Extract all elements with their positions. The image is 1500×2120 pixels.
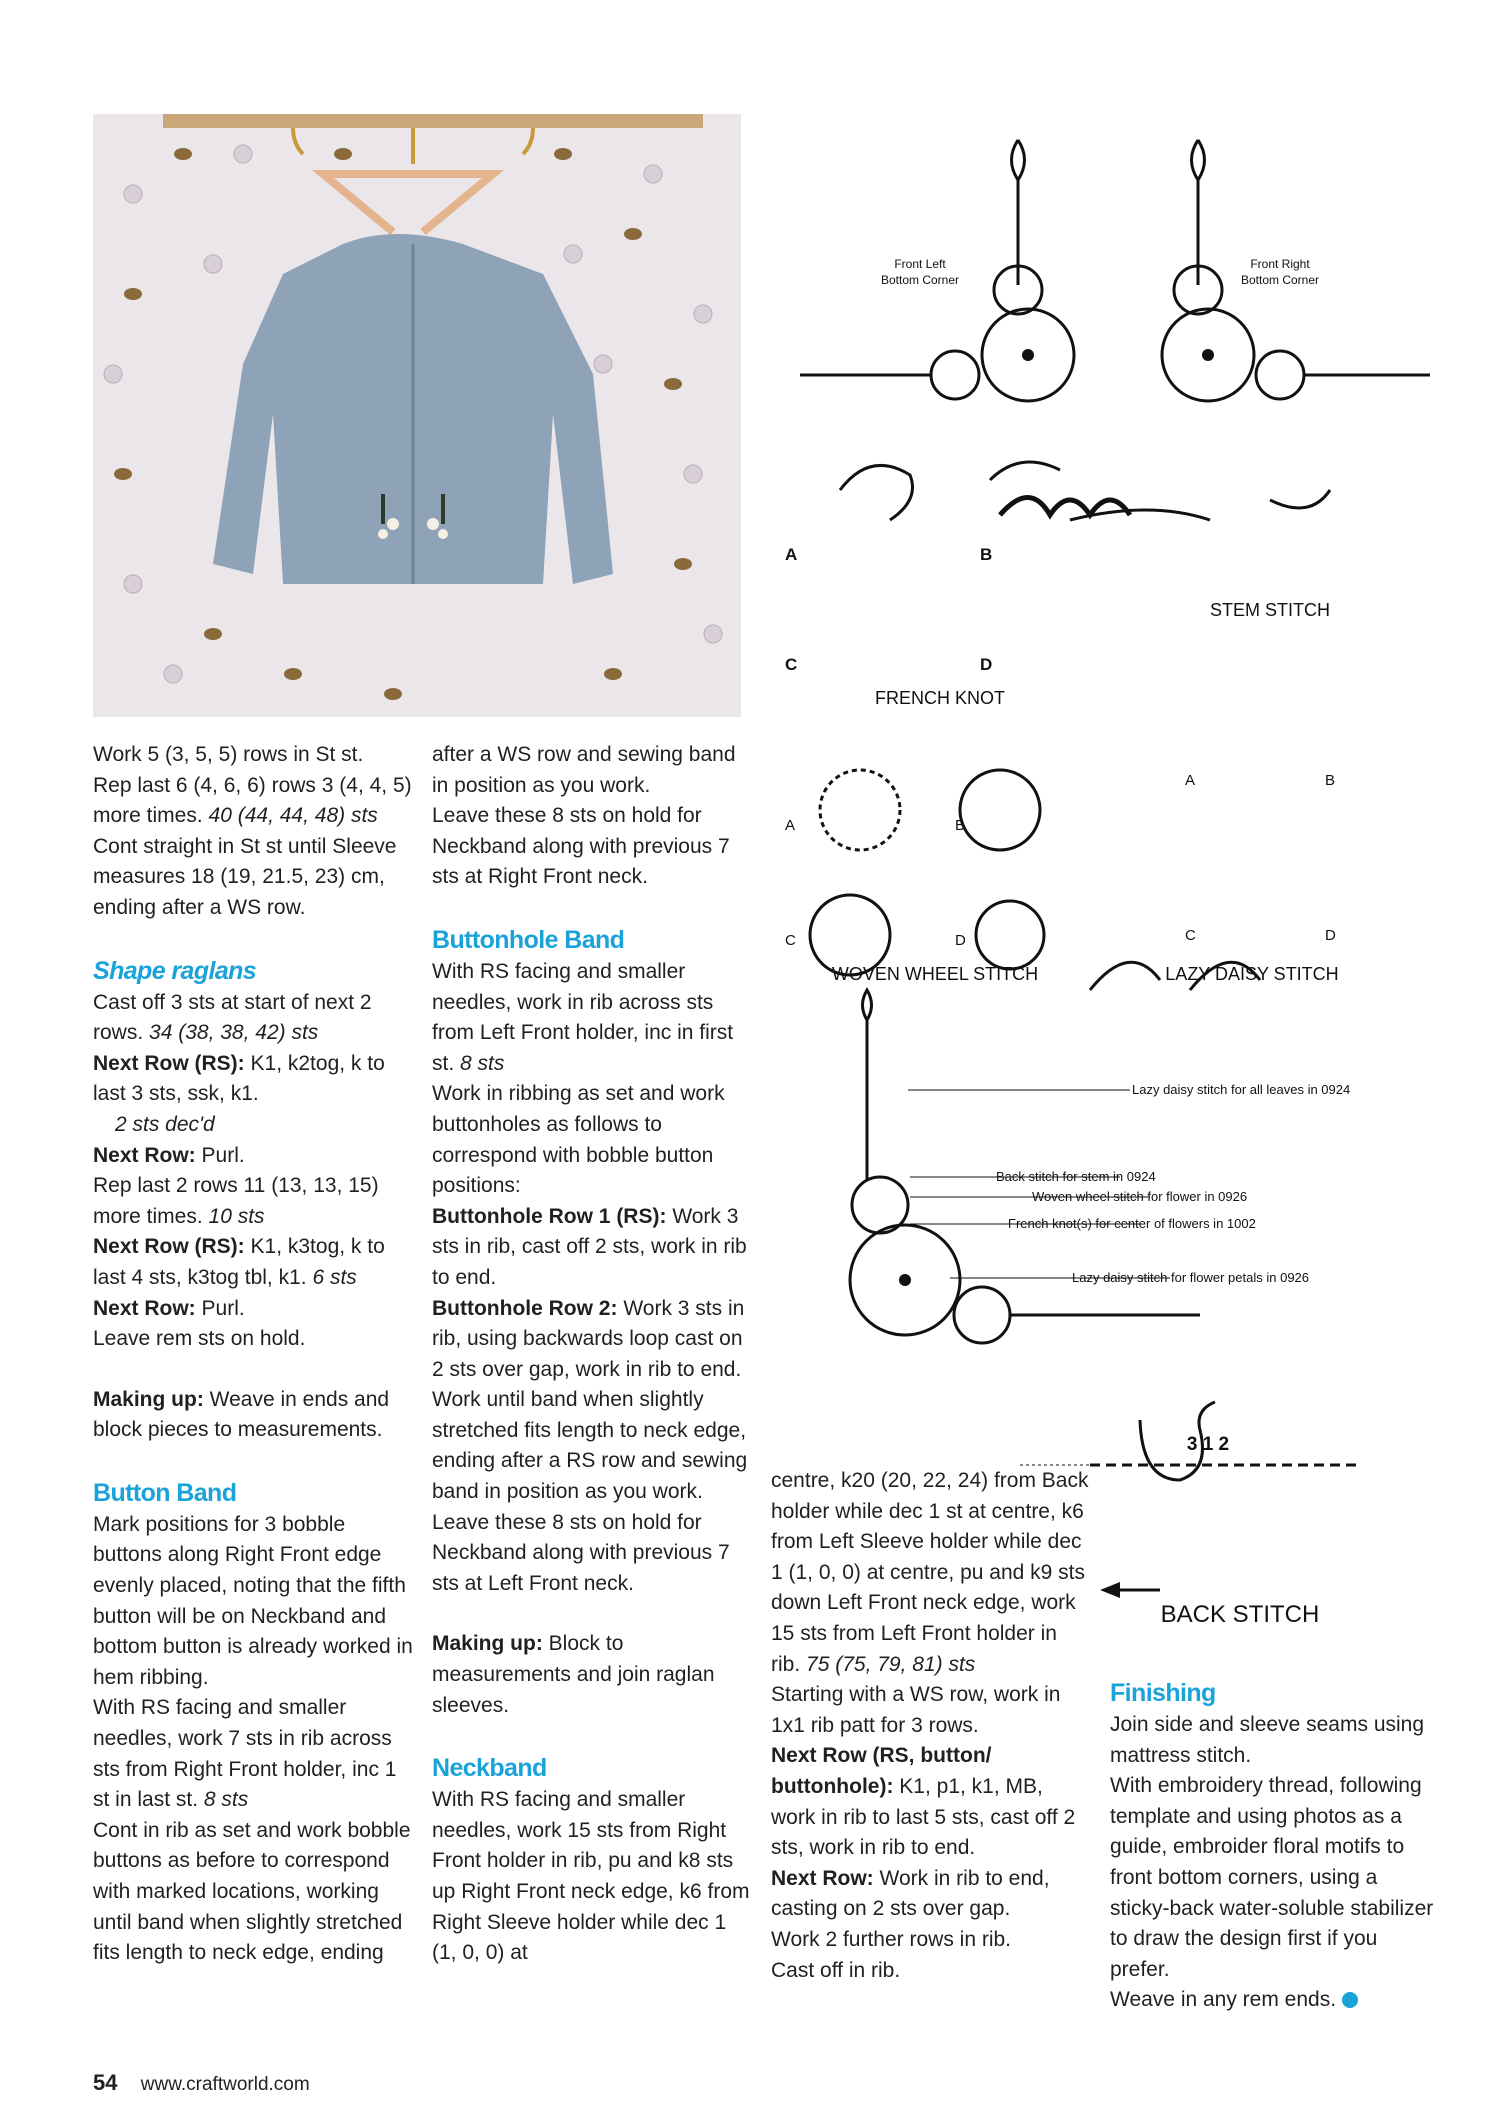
instruction-text: Work 2 further rows in rib. [771, 1927, 1012, 1951]
instruction-text: With RS facing and smaller needles, work 15 sts from Right Front holder in rib, pu and k8 sts up Right Front neck edge, k6 from Right Sleeve holder while dec 1 (1, 0, 0) at [432, 1788, 750, 1965]
page-footer [93, 2070, 310, 2096]
instruction-text: Making up: Block to measurements and join raglan sleeves. [432, 1632, 715, 1717]
callout-leaves: Lazy daisy stitch for all leaves in 0924 [1132, 1082, 1351, 1097]
instruction-text: Rep last 6 (4, 6, 6) rows 3 (4, 4, 5) more times. 40 (44, 44, 48) sts [93, 773, 412, 828]
instruction-text: Work until band when slightly stretched fits length to neck edge, ending after a RS row and sewing band in position as you work. [432, 1388, 748, 1504]
instruction-text: Next Row: Purl. [93, 1143, 245, 1167]
step-label-b: B [980, 545, 993, 564]
step-label-b: B [955, 817, 966, 834]
instruction-text: Rep last 2 rows 11 (13, 13, 15) more times. 10 sts [93, 1174, 379, 1228]
instruction-text: Leave these 8 sts on hold for Neckband along with previous 7 sts at Left Front neck. [432, 1510, 730, 1595]
section-heading-buttonhole-band: Buttonhole Band [432, 925, 625, 954]
instruction-text: Cast off 3 sts at start of next 2 rows. 34 (38, 38, 42) sts [93, 990, 372, 1045]
woven-wheel-label: WOVEN WHEEL STITCH [831, 964, 1039, 984]
step-label-d: D [980, 655, 993, 674]
instruction-text: Mark positions for 3 bobble buttons along Right Front edge evenly placed, noting that the fifth button will be on Neckband and bottom button is already worked in hem ribbing. [93, 1512, 413, 1689]
instruction-text: Starting with a WS row, work in 1x1 rib patt for 3 rows. [771, 1683, 1061, 1737]
step-label-d: D [1325, 927, 1336, 944]
instruction-text: With RS facing and smaller needles, work 7 sts in rib across sts from Right Front holder, inc 1 st in last st. 8 sts [93, 1696, 397, 1812]
step-label-c: C [785, 932, 796, 949]
column-4 [1110, 1676, 1440, 2016]
instruction-text: With RS facing and smaller needles, work in rib across sts from Left Front holder, inc in first st. 8 sts [432, 959, 734, 1075]
instruction-text: Next Row (RS): K1, k2tog, k to last 3 sts, ssk, k1. [93, 1051, 385, 1106]
instruction-text: Cont in rib as set and work bobble buttons as before to correspond with marked locations, working until band when slightly stretched fits length to neck edge, ending [93, 1818, 411, 1965]
instruction-text: after a WS row and sewing band in position as you work. [432, 743, 736, 797]
instruction-text: Work in ribbing as set and work buttonholes as follows to correspond with bobble button positions: [432, 1082, 725, 1198]
callout-stem: Back stitch for stem in 0924 [996, 1169, 1156, 1184]
step-label-a: A [785, 545, 798, 564]
front-right-label-1: Front Right [1250, 257, 1310, 271]
section-heading-finishing: Finishing [1110, 1679, 1216, 1707]
yarn-ball-icon [1342, 1992, 1358, 2008]
step-label-a: A [1185, 772, 1196, 789]
instruction-text: Next Row (RS, button/ buttonhole): K1, p1, k1, MB, work in rib to last 5 sts, cast off 2 sts, work in rib to end. [771, 1744, 1076, 1860]
cardigan-photo [93, 114, 741, 717]
column-1 [93, 740, 413, 1969]
instruction-text: Cont straight in St st until Sleeve measures 18 (19, 21.5, 23) cm, ending after a WS row. [93, 834, 397, 919]
callout-petals: Lazy daisy stitch for flower petals in 0926 [1072, 1270, 1310, 1285]
embroidery-diagrams [770, 120, 1450, 1660]
front-left-label-1: Front Left [894, 257, 946, 271]
instruction-text: Making up: Weave in ends and block pieces to measurements. [93, 1387, 390, 1442]
lazy-daisy-label: LAZY DAISY STITCH [1165, 964, 1339, 984]
instruction-text: Next Row: Work in rib to end, casting on 2 sts over gap. [771, 1866, 1050, 1921]
step-label-d: D [955, 932, 966, 949]
step-label-c: C [1185, 927, 1196, 944]
step-label-b: B [1325, 772, 1336, 789]
footer-url: www.craftworld.com [140, 2074, 310, 2095]
instruction-text: centre, k20 (20, 22, 24) from Back holder while dec 1 st at centre, k6 from Left Sleeve holder while dec 1 (1, 0, 0) at centre, pu and k9 sts down Left Front neck edge, work 15 sts from Left Front holder in rib. 75 (75, 79, 81) sts [771, 1469, 1089, 1676]
step-label-c: C [785, 655, 798, 674]
step-label-a: A [785, 817, 796, 834]
column-2 [432, 740, 750, 1969]
front-left-label-2: Bottom Corner [880, 273, 960, 287]
front-right-label-2: Bottom Corner [1240, 273, 1320, 287]
instruction-text: Cast off in rib. [771, 1958, 901, 1982]
instruction-text: Buttonhole Row 2: Work 3 sts in rib, using backwards loop cast on 2 sts over gap, work in rib to end. [432, 1296, 745, 1381]
instruction-text: Leave these 8 sts on hold for Neckband along with previous 7 sts at Right Front neck. [432, 804, 730, 889]
page-number: 54 [93, 2070, 118, 2095]
back-stitch-numbers: 3 1 2 [1186, 1434, 1230, 1455]
instruction-text: Join side and sleeve seams using mattress stitch. [1110, 1713, 1425, 1767]
french-knot-label: FRENCH KNOT [875, 688, 1005, 708]
instruction-text: 2 sts dec'd [115, 1112, 215, 1136]
instruction-text: Next Row (RS): K1, k3tog, k to last 4 sts, k3tog tbl, k1. 6 sts [93, 1235, 385, 1289]
instruction-text: Leave rem sts on hold. [93, 1327, 306, 1351]
section-heading-button-band: Button Band [93, 1478, 237, 1507]
back-stitch-label: BACK STITCH [1160, 1601, 1320, 1628]
stem-stitch-label: STEM STITCH [1210, 600, 1330, 620]
callout-knot: French knot(s) for center of flowers in 1002 [1008, 1216, 1256, 1231]
section-heading-shape-raglans: Shape raglans [93, 956, 257, 985]
instruction-text: Weave in any rem ends. [1110, 1985, 1440, 2016]
section-heading-neckband: Neckband [432, 1754, 547, 1783]
instruction-text: Buttonhole Row 1 (RS): Work 3 sts in rib, cast off 2 sts, work in rib to end. [432, 1204, 747, 1289]
callout-wheel: Woven wheel stitch for flower in 0926 [1032, 1189, 1248, 1204]
instruction-text: Work 5 (3, 5, 5) rows in St st. [93, 743, 364, 766]
instruction-text: With embroidery thread, following template and using photos as a guide, embroider floral motifs to front bottom corners, using a sticky-back water-soluble stabilizer to draw the design first if you prefer. [1110, 1774, 1434, 1981]
instruction-text: Next Row: Purl. [93, 1296, 245, 1320]
